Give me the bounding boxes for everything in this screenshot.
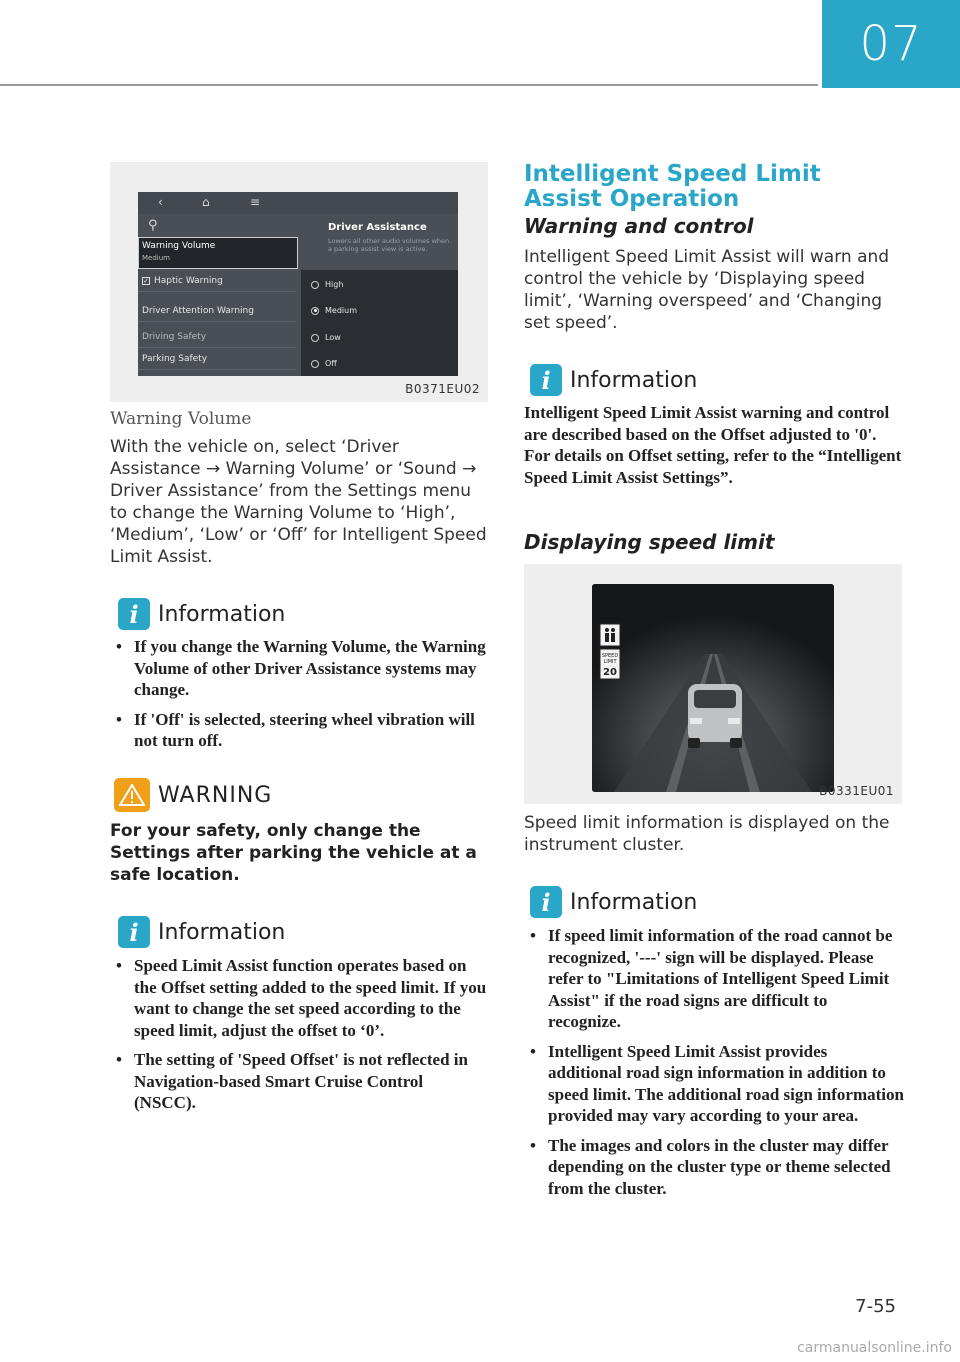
info-text-3: Intelligent Speed Limit Assist warning and control are described based on the Offset adjusted to '0'. For details on Offset setting, refer to the “Intelligent Speed Limit Assist Settings”. bbox=[524, 403, 902, 487]
sign-line-1: SPEED bbox=[601, 653, 619, 659]
list-item: • If you change the Warning Volume, the Warning Volume of other Driver Assistance systems may change. bbox=[110, 636, 488, 701]
figure-code: B0371EU02 bbox=[405, 382, 480, 396]
menu-item-label: Warning Volume bbox=[142, 241, 216, 251]
search-icon: ⚲ bbox=[148, 218, 158, 233]
caption-title: Warning Volume bbox=[110, 409, 252, 429]
settings-figure bbox=[110, 162, 488, 402]
menu-item-label: Driving Safety bbox=[142, 331, 207, 342]
menu-item-label: Driver Attention Warning bbox=[142, 305, 254, 316]
instrument-cluster bbox=[592, 584, 834, 792]
option-medium bbox=[311, 306, 357, 315]
info-icon: i bbox=[118, 598, 150, 630]
page-number: 7-55 bbox=[855, 1296, 896, 1317]
menu-item-haptic bbox=[138, 270, 296, 292]
info-label: Information bbox=[158, 601, 286, 627]
home-icon: ⌂ bbox=[202, 195, 210, 209]
warning-triangle-icon bbox=[114, 778, 150, 812]
info-heading-1 bbox=[118, 598, 285, 630]
option-label: Low bbox=[325, 333, 341, 342]
option-label: High bbox=[325, 280, 344, 289]
info-list-2 bbox=[110, 955, 488, 1122]
info-heading-4 bbox=[530, 886, 697, 918]
info-label: Information bbox=[570, 889, 698, 915]
list-item: • If 'Off' is selected, steering wheel vibration will not turn off. bbox=[110, 709, 488, 752]
menu-item-label: Haptic Warning bbox=[154, 275, 223, 286]
pedestrian-sign-icon bbox=[600, 624, 620, 646]
panel-title: Driver Assistance bbox=[328, 222, 427, 233]
paragraph-warning-control: Intelligent Speed Limit Assist will warn and control the vehicle by ‘Displaying speed limit’, ‘Warning overspeed’ and ‘Changing set speed’. bbox=[524, 247, 890, 333]
radio-selected-icon bbox=[311, 307, 319, 315]
warning-volume-item bbox=[138, 237, 298, 269]
screen-topbar bbox=[138, 192, 458, 214]
settings-screen bbox=[138, 192, 458, 376]
road-scene bbox=[592, 584, 834, 792]
paragraph-displaying-speed: Speed limit information is displayed on the instrument cluster. bbox=[524, 813, 890, 855]
sign-value: 20 bbox=[603, 667, 617, 678]
list-item: • If speed limit information of the road cannot be recognized, '---' sign will be displayed. Please refer to "Limitations of Intelligent Speed Limit Assist" if the road signs are difficult to recognize. bbox=[524, 925, 904, 1033]
option-off bbox=[311, 359, 337, 368]
watermark: carmanualsonline.info bbox=[797, 1340, 952, 1356]
radio-icon bbox=[311, 281, 319, 289]
checkbox-icon: ✓ bbox=[143, 276, 149, 285]
car-icon bbox=[688, 684, 742, 748]
cluster-figure bbox=[524, 564, 902, 804]
info-heading-2 bbox=[118, 916, 285, 948]
menu-icon: ≡ bbox=[250, 195, 261, 209]
subtitle-warning-control: Warning and control bbox=[524, 214, 754, 238]
info-heading-3 bbox=[530, 364, 697, 396]
subtitle-displaying-speed: Displaying speed limit bbox=[524, 530, 775, 554]
sign-line-2: LIMIT bbox=[603, 659, 617, 665]
chevron-left-icon: ‹ bbox=[158, 195, 163, 209]
list-item: • The images and colors in the cluster may differ depending on the cluster type or theme selected from the cluster. bbox=[524, 1135, 904, 1200]
info-icon: i bbox=[530, 886, 562, 918]
section-title: Intelligent Speed Limit Assist Operation bbox=[524, 161, 821, 212]
radio-icon bbox=[311, 334, 319, 342]
option-high bbox=[311, 280, 343, 289]
option-label: Off bbox=[325, 359, 337, 368]
info-label: Information bbox=[570, 367, 698, 393]
warning-heading bbox=[114, 778, 272, 812]
chapter-tab: 07 bbox=[822, 0, 960, 88]
volume-popup bbox=[301, 270, 458, 376]
info-icon: i bbox=[530, 364, 562, 396]
warning-label: WARNING bbox=[158, 782, 273, 808]
radio-icon bbox=[311, 360, 319, 368]
menu-item-value: Medium bbox=[142, 254, 170, 262]
menu-item-attention bbox=[138, 300, 296, 322]
option-low bbox=[311, 333, 341, 342]
list-item: • Speed Limit Assist function operates based on the Offset setting added to the speed limit. If you want to change the set speed according to the speed limit, adjust the offset to ‘0’. bbox=[110, 955, 488, 1041]
caption-text: With the vehicle on, select ‘Driver Assistance → Warning Volume’ or ‘Sound → Driver Assistance’ from the Settings menu to change the Warning Volume to ‘High’, ‘Medium’, ‘Low’ or ‘Off’ for Intelligent Speed Limit Assist. bbox=[110, 437, 487, 567]
info-label: Information bbox=[158, 919, 286, 945]
option-label: Medium bbox=[325, 306, 357, 315]
menu-item-parking bbox=[138, 348, 296, 370]
figure-code: B0331EU01 bbox=[819, 784, 894, 798]
warning-text: For your safety, only change the Settings after parking the vehicle at a safe location. bbox=[110, 821, 477, 885]
list-item: • The setting of 'Speed Offset' is not reflected in Navigation-based Smart Cruise Control (NSCC). bbox=[110, 1049, 488, 1114]
info-icon: i bbox=[118, 916, 150, 948]
header-rule bbox=[0, 84, 818, 86]
list-item: • Intelligent Speed Limit Assist provides additional road sign information in addition to speed limit. The additional road sign information provided may vary according to your area. bbox=[524, 1041, 904, 1127]
panel-description: Lowers all other audio volumes when a parking assist view is active. bbox=[328, 237, 450, 253]
menu-item-driving bbox=[138, 326, 296, 348]
menu-item-label: Parking Safety bbox=[142, 353, 208, 364]
info-list-1 bbox=[110, 636, 488, 760]
info-list-4 bbox=[524, 925, 904, 1207]
